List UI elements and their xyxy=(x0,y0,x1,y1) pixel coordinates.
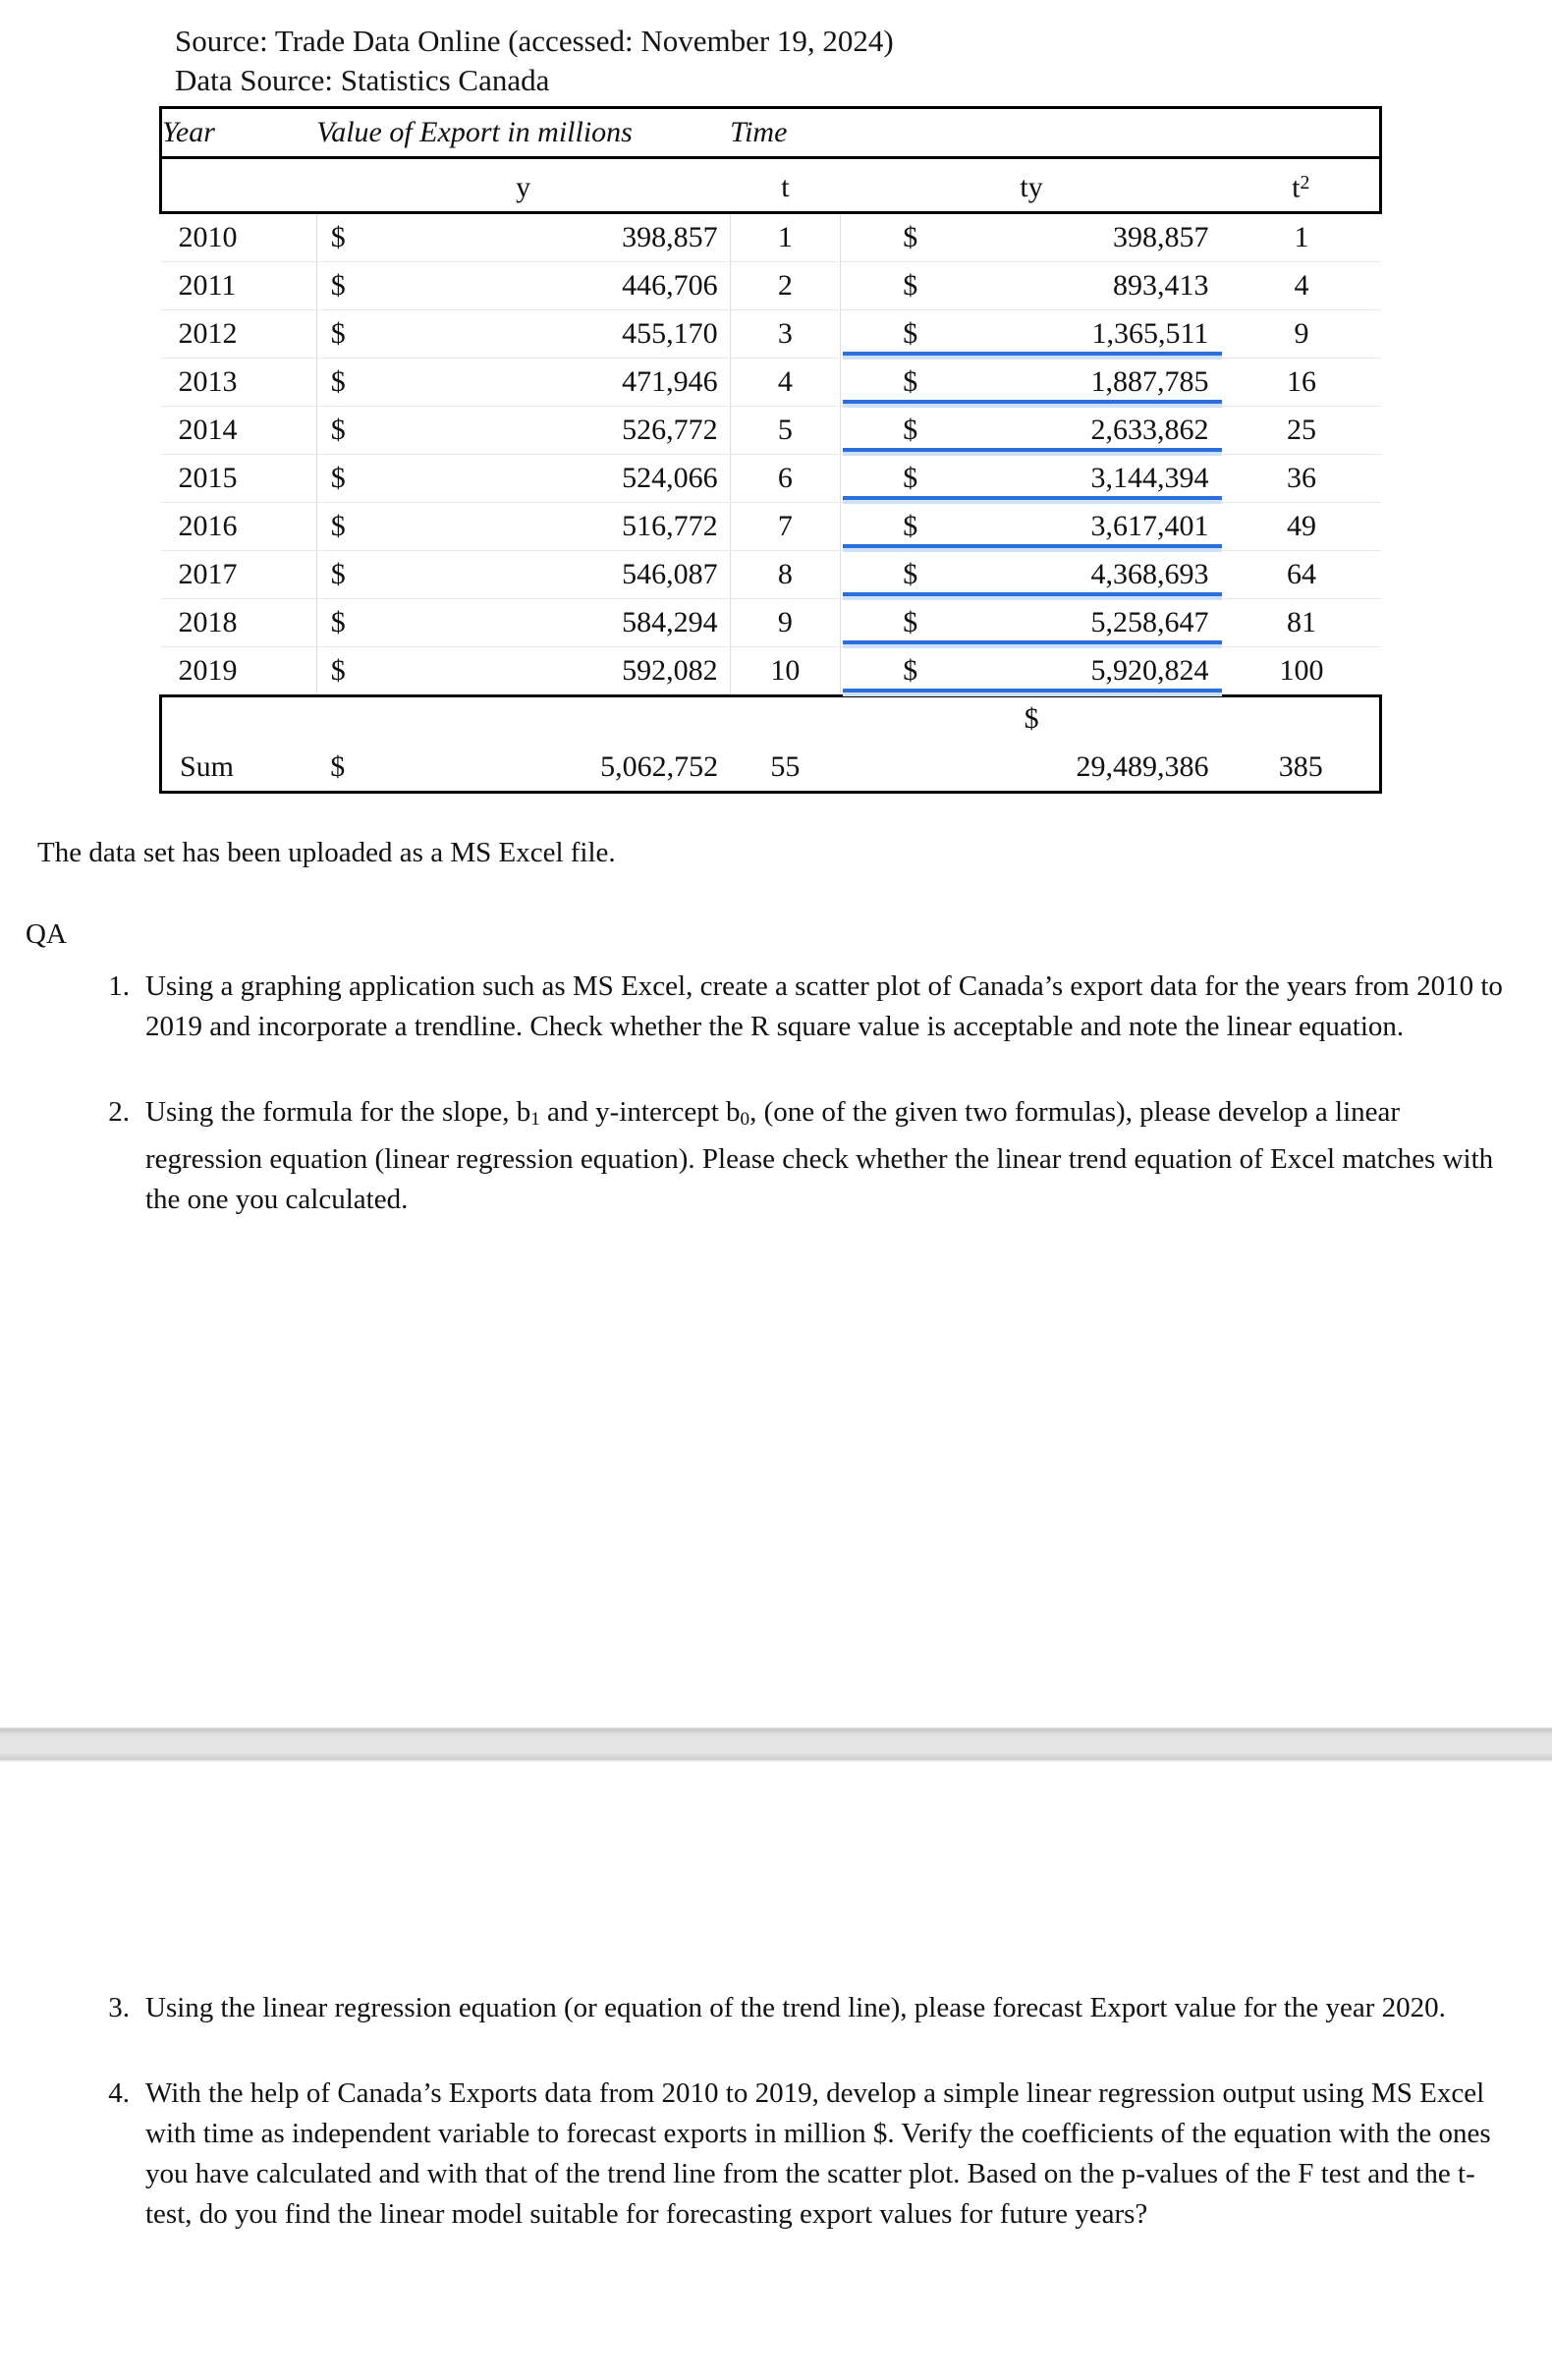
sum-row xyxy=(161,741,1381,792)
cell-export-value: 455,170 xyxy=(405,310,730,359)
cell-t: 1 xyxy=(730,213,841,262)
cell-export-value: 398,857 xyxy=(405,213,730,262)
cell-year: 2013 xyxy=(161,359,317,407)
cell-currency-symbol: $ xyxy=(316,503,405,551)
symbol-header-t: t xyxy=(730,158,841,213)
cell-t: 2 xyxy=(730,262,841,310)
sum-spacer-t xyxy=(730,696,841,742)
header-end-spacer xyxy=(1222,108,1380,158)
cell-currency-symbol: $ xyxy=(316,599,405,647)
table-row xyxy=(161,213,1381,262)
sum-spacer-t-squared xyxy=(1222,696,1380,742)
cell-ty-currency-symbol: $ xyxy=(841,599,920,647)
cell-t: 8 xyxy=(730,551,841,599)
cell-ty-value: 2,633,862 xyxy=(919,407,1222,455)
symbol-header-blank xyxy=(161,158,317,213)
cell-t-squared: 1 xyxy=(1222,213,1380,262)
cell-export-value: 446,706 xyxy=(405,262,730,310)
cell-t: 3 xyxy=(730,310,841,359)
cell-ty-value: 3,144,394 xyxy=(919,455,1222,503)
symbol-header-y: y xyxy=(316,158,730,213)
question-item xyxy=(0,2074,1518,2235)
symbol-header-t-squared: $t^2$ xyxy=(1222,158,1380,213)
cell-t: 4 xyxy=(730,359,841,407)
cell-ty-value: 893,413 xyxy=(919,262,1222,310)
cell-ty-value: 5,920,824 xyxy=(919,647,1222,696)
cell-ty-value: 398,857 xyxy=(919,213,1222,262)
sum-t: 55 xyxy=(730,741,841,792)
header-time-spacer xyxy=(841,108,1223,158)
source-heading-block xyxy=(0,0,1552,100)
cell-t: 9 xyxy=(730,599,841,647)
sum-export-value: 5,062,752 xyxy=(405,741,730,792)
cell-currency-symbol: $ xyxy=(316,407,405,455)
table-row xyxy=(161,551,1381,599)
header-time: Time xyxy=(730,108,841,158)
question-item xyxy=(0,1988,1518,2028)
sum-t-squared: 385 xyxy=(1222,741,1380,792)
question-number: 3. xyxy=(108,1992,130,2023)
sum-spacer-currency xyxy=(316,696,405,742)
table-group-header-row xyxy=(161,108,1381,158)
page-separator xyxy=(0,1727,1552,1762)
cell-ty-value: 1,365,511 xyxy=(919,310,1222,359)
cell-export-value: 546,087 xyxy=(405,551,730,599)
cell-year: 2014 xyxy=(161,407,317,455)
question-text: Using the linear regression equation (or equation of the trend line), please forecast Export value for the year 2020. xyxy=(145,1992,1446,2023)
sum-spacer-row xyxy=(161,696,1381,742)
cell-ty-value: 5,258,647 xyxy=(919,599,1222,647)
question-text: With the help of Canada’s Exports data from 2010 to 2019, develop a simple linear regression output using MS Excel with time as independent variable to forecast exports in million $. Verify the coefficients of the equation with the ones you have calculated and with that of the trend line from the scatter plot. Based on the p-values of the F test and the t-test, do you find the linear model suitable for forecasting export values for future years? xyxy=(145,2077,1491,2230)
source-line-statistics-canada: Data Source: Statistics Canada xyxy=(175,63,550,97)
cell-ty-currency-symbol: $ xyxy=(841,647,920,696)
header-value-of-export: Value of Export in millions xyxy=(316,108,730,158)
cell-export-value: 526,772 xyxy=(405,407,730,455)
table-row xyxy=(161,455,1381,503)
sum-spacer-value xyxy=(405,696,730,742)
qa-heading: QA xyxy=(26,917,67,950)
sum-spacer-year xyxy=(161,696,317,742)
cell-year: 2016 xyxy=(161,503,317,551)
cell-year: 2017 xyxy=(161,551,317,599)
table-row xyxy=(161,407,1381,455)
cell-export-value: 584,294 xyxy=(405,599,730,647)
cell-currency-symbol: $ xyxy=(316,213,405,262)
cell-t-squared: 25 xyxy=(1222,407,1380,455)
cell-t-squared: 9 xyxy=(1222,310,1380,359)
sum-ty-value: 29,489,386 xyxy=(841,741,1223,792)
cell-currency-symbol: $ xyxy=(316,262,405,310)
cell-t-squared: 4 xyxy=(1222,262,1380,310)
sum-currency-symbol: $ xyxy=(316,741,405,792)
cell-ty-currency-symbol: $ xyxy=(841,503,920,551)
question-number: 1. xyxy=(108,969,130,1002)
cell-export-value: 516,772 xyxy=(405,503,730,551)
cell-year: 2019 xyxy=(161,647,317,696)
dataset-note: The data set has been uploaded as a MS Excel file. xyxy=(37,836,616,868)
table-row xyxy=(161,310,1381,359)
cell-currency-symbol: $ xyxy=(316,359,405,407)
cell-ty-currency-symbol: $ xyxy=(841,407,920,455)
cell-year: 2011 xyxy=(161,262,317,310)
table-symbol-header-row xyxy=(161,158,1381,213)
cell-export-value: 524,066 xyxy=(405,455,730,503)
question-number: 4. xyxy=(108,2077,130,2109)
table-row xyxy=(161,503,1381,551)
cell-t-squared: 81 xyxy=(1222,599,1380,647)
cell-ty-currency-symbol: $ xyxy=(841,310,920,359)
question-item xyxy=(0,1092,1518,1220)
table-row xyxy=(161,359,1381,407)
cell-ty-currency-symbol: $ xyxy=(841,455,920,503)
table-row xyxy=(161,599,1381,647)
cell-year: 2018 xyxy=(161,599,317,647)
sum-ty-currency-symbol: $ xyxy=(841,696,1223,742)
question-list-page-one xyxy=(0,967,1552,1220)
cell-ty-currency-symbol: $ xyxy=(841,262,920,310)
cell-t-squared: 49 xyxy=(1222,503,1380,551)
cell-ty-value: 1,887,785 xyxy=(919,359,1222,407)
export-data-table xyxy=(159,106,1382,794)
cell-currency-symbol: $ xyxy=(316,647,405,696)
question-text: Using a graphing application such as MS Excel, create a scatter plot of Canada’s export data for the years from 2010 to 2019 and incorporate a trendline. Check whether the R square value is acceptable and note the linear equation. xyxy=(145,969,1503,1042)
cell-ty-currency-symbol: $ xyxy=(841,213,920,262)
table-row xyxy=(161,262,1381,310)
symbol-header-ty: ty xyxy=(841,158,1223,213)
cell-year: 2010 xyxy=(161,213,317,262)
sum-label: Sum xyxy=(161,741,317,792)
cell-t-squared: 64 xyxy=(1222,551,1380,599)
source-line-trade-data: Source: Trade Data Online (accessed: November 19, 2024) xyxy=(175,24,894,58)
cell-ty-value: 4,368,693 xyxy=(919,551,1222,599)
cell-t-squared: 36 xyxy=(1222,455,1380,503)
cell-t: 5 xyxy=(730,407,841,455)
table-body xyxy=(161,108,1381,793)
cell-t-squared: 16 xyxy=(1222,359,1380,407)
cell-ty-value: 3,617,401 xyxy=(919,503,1222,551)
cell-currency-symbol: $ xyxy=(316,455,405,503)
cell-year: 2012 xyxy=(161,310,317,359)
header-year: Year xyxy=(161,108,317,158)
export-data-table-wrapper xyxy=(159,106,1382,794)
cell-export-value: 592,082 xyxy=(405,647,730,696)
question-item xyxy=(0,967,1518,1047)
cell-ty-currency-symbol: $ xyxy=(841,359,920,407)
cell-t: 10 xyxy=(730,647,841,696)
question-list-page-two xyxy=(0,1988,1552,2280)
cell-currency-symbol: $ xyxy=(316,310,405,359)
table-row xyxy=(161,647,1381,696)
cell-year: 2015 xyxy=(161,455,317,503)
cell-t: 7 xyxy=(730,503,841,551)
cell-export-value: 471,946 xyxy=(405,359,730,407)
question-number: 2. xyxy=(108,1095,130,1128)
cell-t-squared: 100 xyxy=(1222,647,1380,696)
question-text: Using the formula for the slope, $b_1$ and y-intercept $b_0$, (one of the given two formulas), please develop a linear regression equation (linear regression equation). Please check whether the linear trend equation of Excel matches with the one you calculated. xyxy=(145,1095,1494,1216)
cell-currency-symbol: $ xyxy=(316,551,405,599)
cell-ty-currency-symbol: $ xyxy=(841,551,920,599)
cell-t: 6 xyxy=(730,455,841,503)
